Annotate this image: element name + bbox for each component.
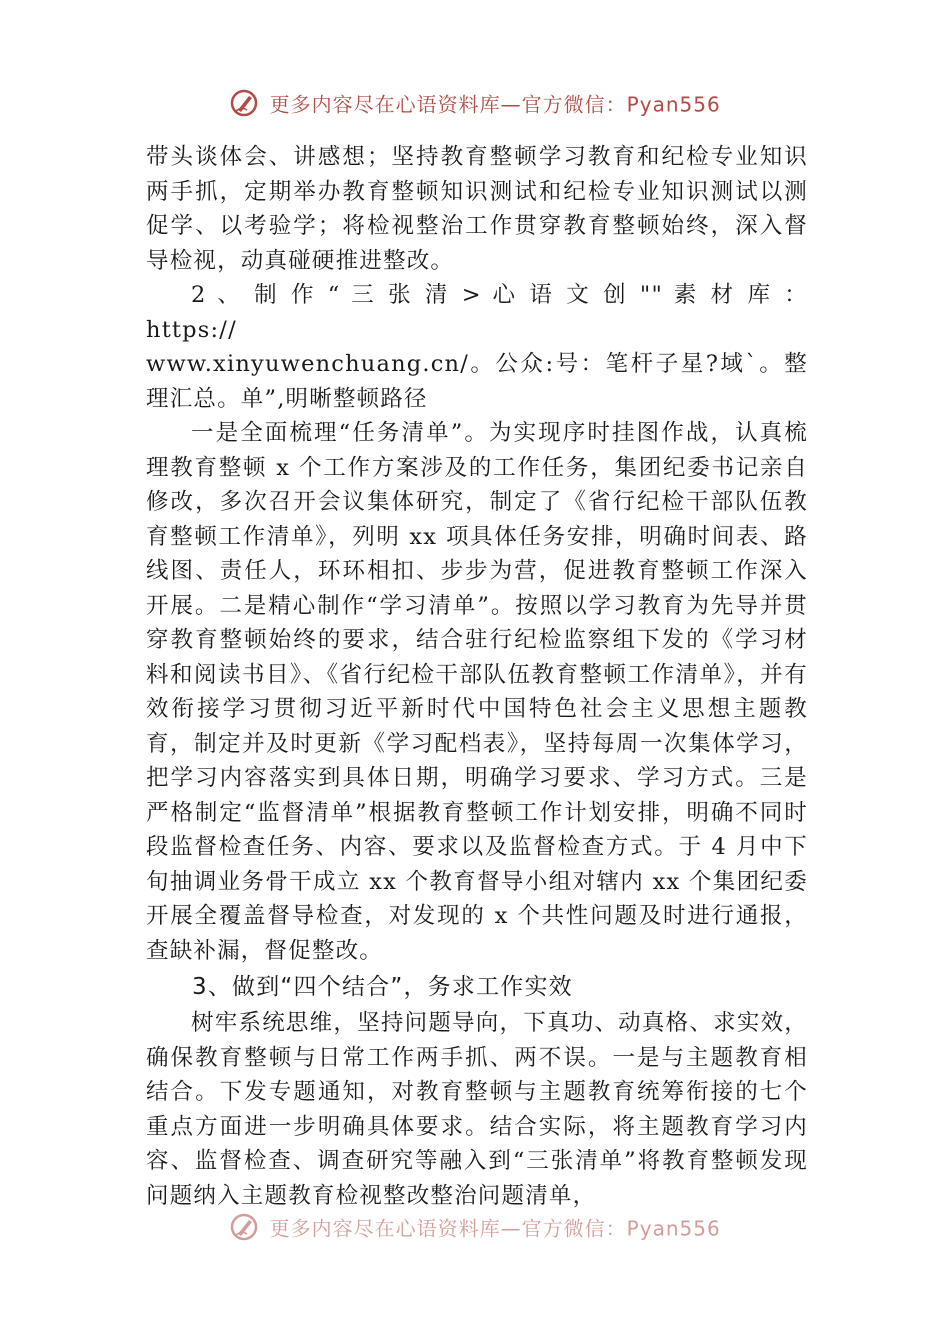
watermark-text: 更多内容尽在心语资料库—官方微信：Pyan556 — [269, 1216, 721, 1241]
pen-logo-icon — [229, 1212, 259, 1242]
paragraph-3: 一是全面梳理“任务清单”。为实现序时挂图作战，认真梳理教育整顿 x 个工作方案涉及的工作任务，集团纪委书记亲自修改，多次召开会议集体研究，制定了《省行纪检干部队伍教育整顿工作清单》，列明 xx 项具体任务安排，明确时间表、路线图、责任人，环环相扣、步步为营，促进教育整顿工作深入开展。二是精心制作“学习清单”。按照以学习教育为先导并贯穿教育整顿始终的要求，结合驻行纪检监察组下发的《学习材料和阅读书目》、《省行纪检干部队伍教育整顿工作清单》，并有效衔接学习贯彻习近平新时代中国特色社会主义思想主题教育，制定并及时更新《学习配档表》，坚持每周一次集体学习，把学习内容落实到具体日期，明确学习要求、学习方式。三是严格制定“监督清单”根据教育整顿工作计划安排，明确不同时段监督检查任务、内容、要求以及监督检查方式。于 4 月中下旬抽调业务骨干成立 xx 个教育督导小组对辖内 xx 个集团纪委开展全覆盖督导检查，对发现的 x 个共性问题及时进行通报，查缺补漏，督促整改。 — [146, 420, 808, 964]
paragraph-4: 树牢系统思维，坚持问题导向，下真功、动真格、求实效，确保教育整顿与日常工作两手抓、两不误。一是与主题教育相结合。下发专题通知，对教育整顿与主题教育统筹衔接的七个重点方面进一步明确具体要求。结合实际，将主题教育学习内容、监督检查、调查研究等融入到“三张清单”将教育整顿发现问题纳入主题教育检视整改整治问题清单， — [146, 1010, 808, 1209]
watermark-header — [0, 88, 950, 118]
paragraph-2-continued: www.xinyuwenchuang.cn/。公众:号：笔杆子星?域`。整理汇总。单”,明晰整顿路径 — [146, 351, 808, 412]
body-text — [146, 140, 808, 1213]
paragraph-1: 带头谈体会、讲感想；坚持教育整顿学习教育和纪检专业知识两手抓，定期举办教育整顿知识测试和纪检专业知识测试以测促学、以考验学；将检视整治工作贯穿教育整顿始终，深入督导检视，动真碰硬推进整改。 — [146, 144, 808, 274]
paragraph-2-line-1: 2 、 制 作 “ 三 张 清 > 心 语 文 创 "" 素 材 库 ： https:// — [146, 282, 808, 343]
watermark-text: 更多内容尽在心语资料库—官方微信：Pyan556 — [269, 92, 721, 117]
watermark-footer — [0, 1212, 950, 1242]
pen-logo-icon — [229, 88, 259, 118]
section-heading-3: 3、做到“四个结合”，务求工作实效 — [192, 974, 573, 1000]
